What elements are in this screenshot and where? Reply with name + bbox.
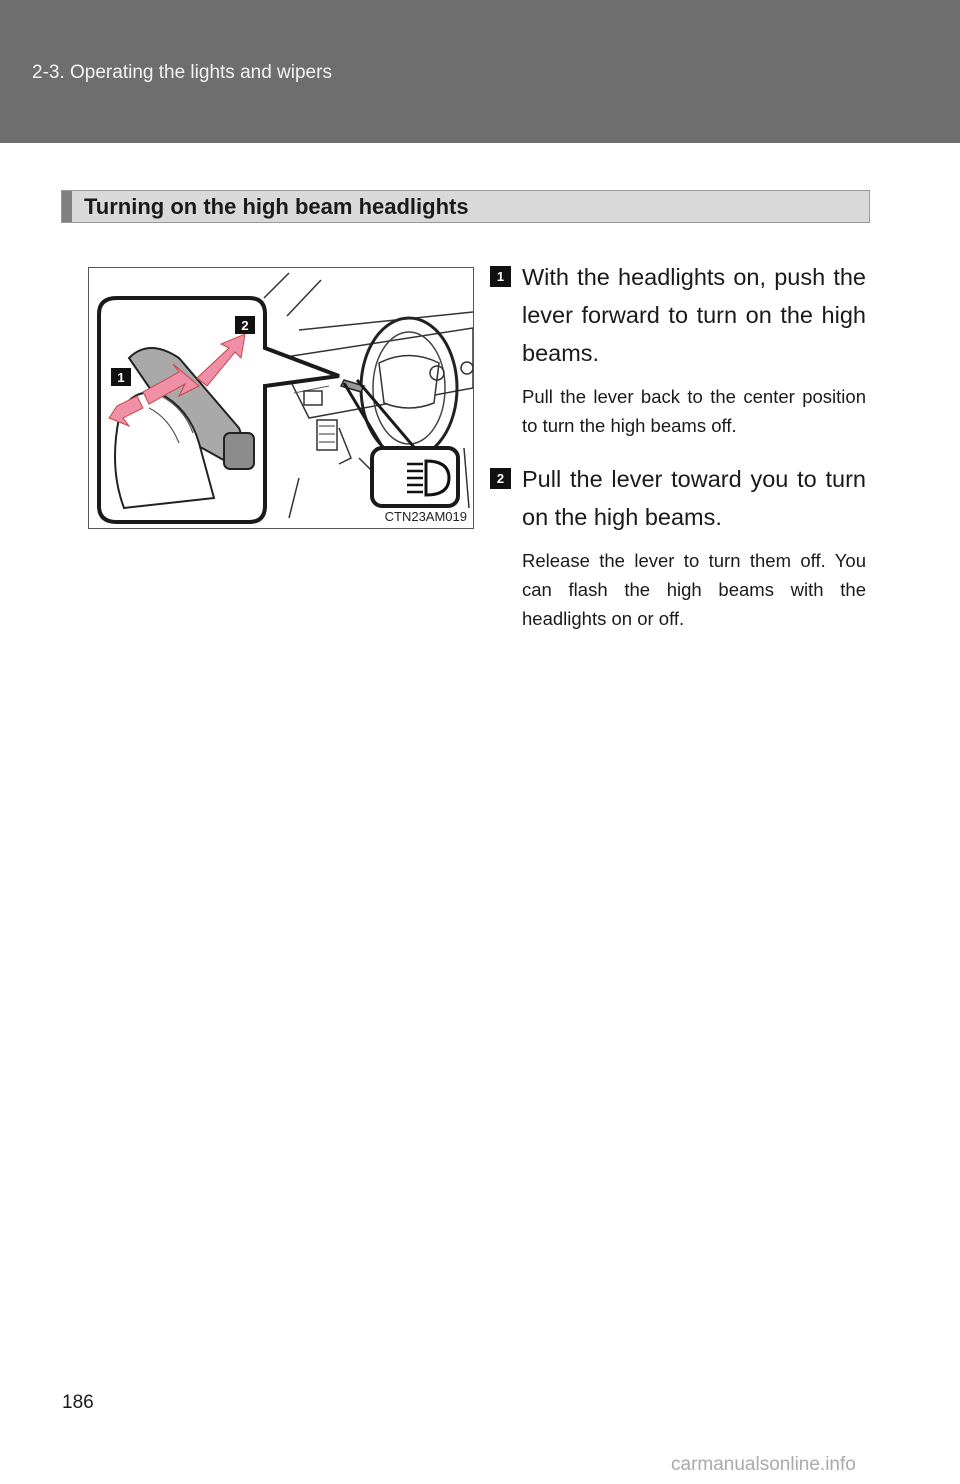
step-number-badge: 1 (490, 266, 511, 287)
step-instruction: Pull the lever toward you to turn on the high beams. (522, 466, 866, 530)
section-heading-bar (61, 190, 870, 223)
step-2 (490, 460, 866, 633)
steps-list (490, 258, 866, 633)
header-band (0, 0, 960, 143)
step-note: Release the lever to turn them off. You can flash the high beams with the headlights on or off. (522, 550, 866, 629)
step-note: Pull the lever back to the center position to turn the high beams off. (522, 386, 866, 436)
watermark: carmanualsonline.info (671, 1454, 856, 1475)
illustration-figure (88, 267, 474, 529)
section-title: Turning on the high beam headlights (84, 194, 469, 219)
headlight-lever-illustration (89, 268, 473, 528)
step-instruction: With the headlights on, push the lever forward to turn on the high beams. (522, 264, 866, 366)
callout-1 (111, 368, 131, 386)
svg-text:1: 1 (117, 370, 125, 385)
breadcrumb: 2-3. Operating the lights and wipers (32, 62, 332, 83)
figure-code: CTN23AM019 (384, 509, 467, 524)
step-number-badge: 2 (490, 468, 511, 489)
svg-text:2: 2 (241, 318, 249, 333)
step-1 (490, 258, 866, 440)
page-number: 186 (62, 1392, 94, 1413)
callout-2 (235, 316, 255, 334)
